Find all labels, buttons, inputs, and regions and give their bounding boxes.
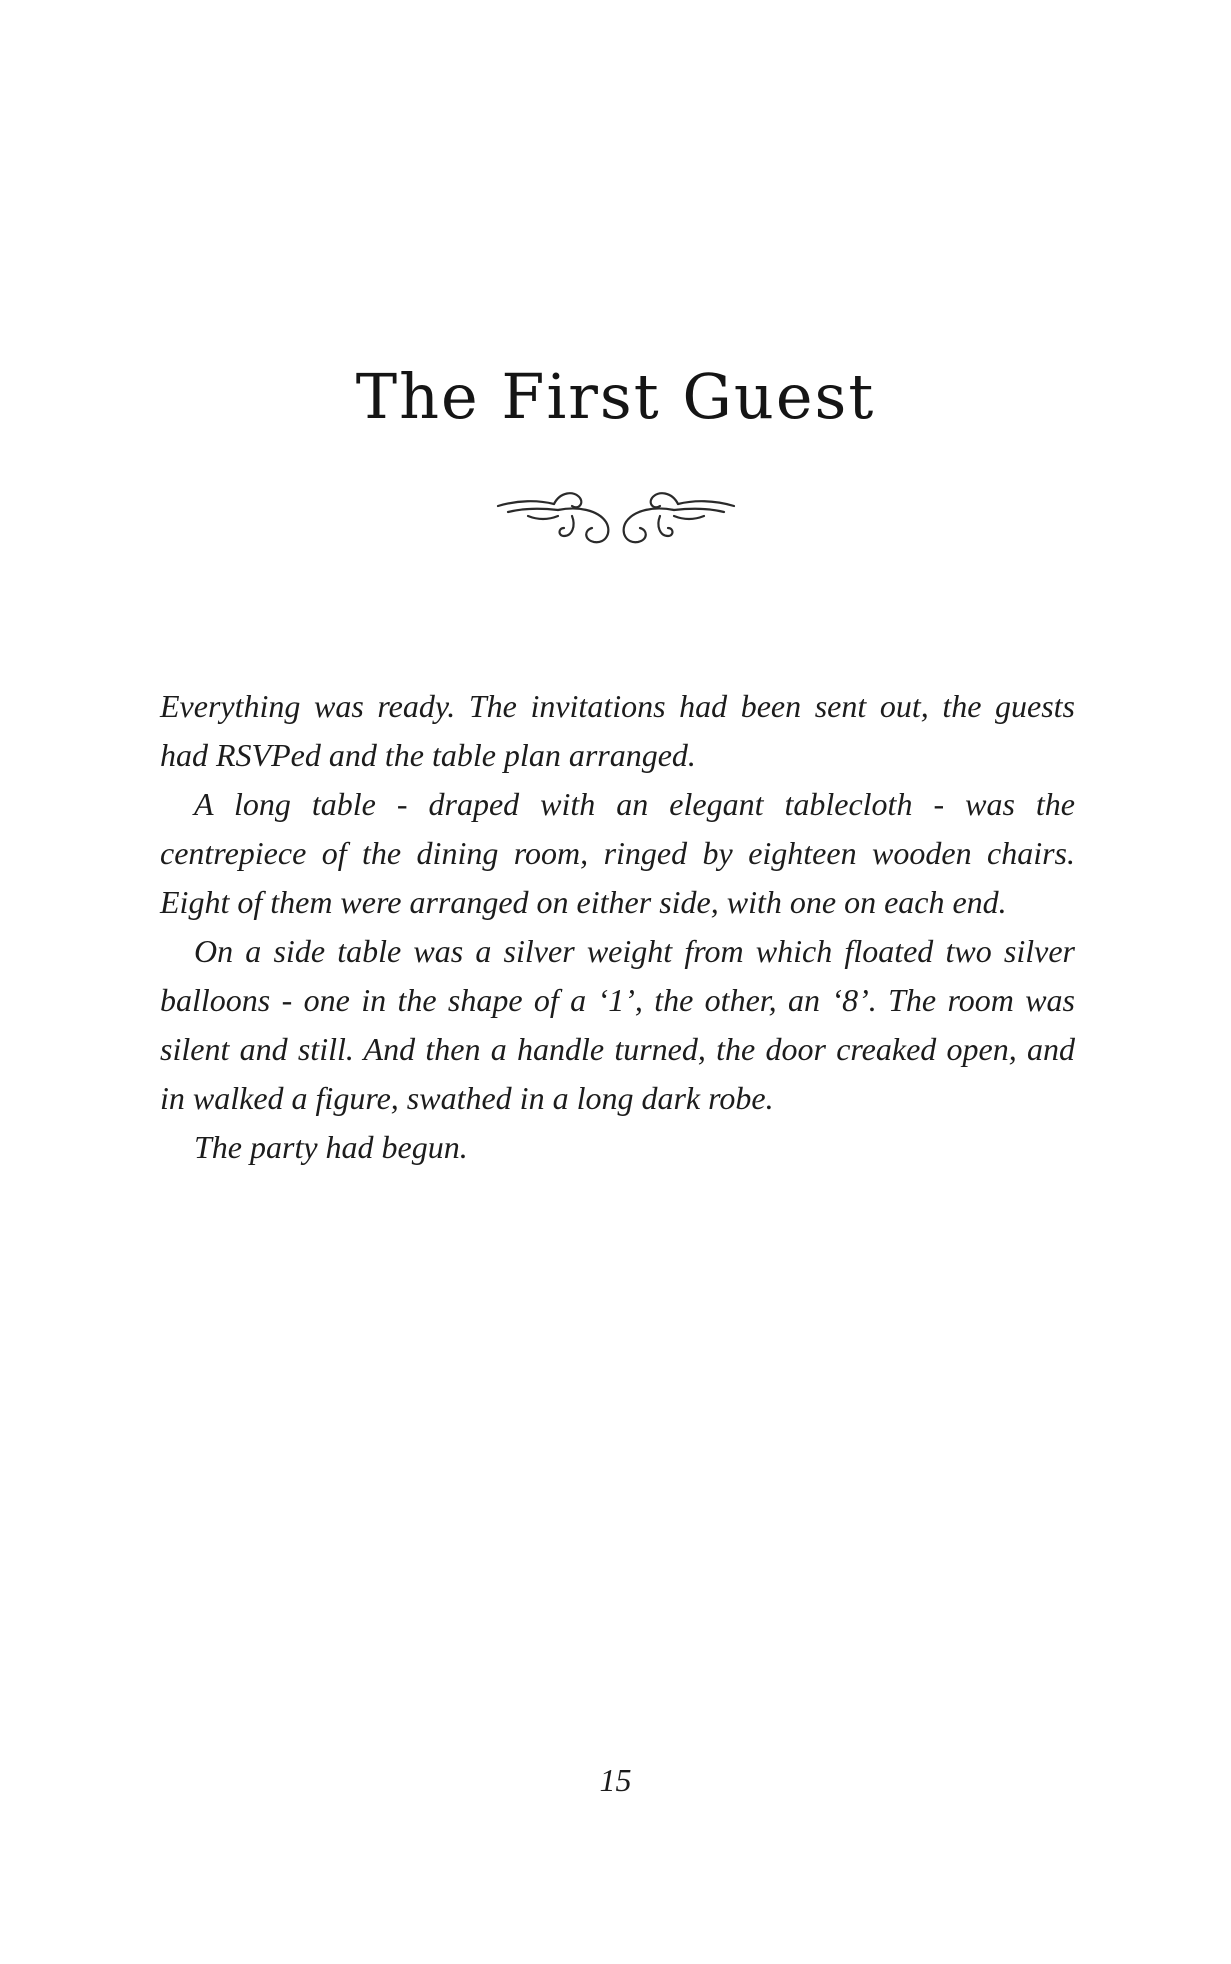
- chapter-title: The First Guest: [355, 360, 876, 433]
- paragraph: Everything was ready. The invitations had been sent out, the guests had RSVPed and the table plan arranged.: [160, 688, 1075, 773]
- paragraph: The party had begun.: [194, 1129, 468, 1165]
- chapter-body: [160, 682, 1075, 1172]
- paragraph: On a side table was a silver weight from which floated two silver balloons - one in the shape of a ‘1’, the other, an ‘8’. The room was silent and still. And then a handle turned, the door creaked open, and in walked a figure, swathed in a long dark robe.: [160, 933, 1075, 1116]
- paragraph: A long table - draped with an elegant tablecloth - was the centrepiece of the dining room, ringed by eighteen wooden chairs. Eight of them were arranged on either side, with one on each end.: [160, 786, 1075, 920]
- scroll-flourish-icon: [488, 470, 744, 550]
- page-number: 15: [599, 1762, 632, 1798]
